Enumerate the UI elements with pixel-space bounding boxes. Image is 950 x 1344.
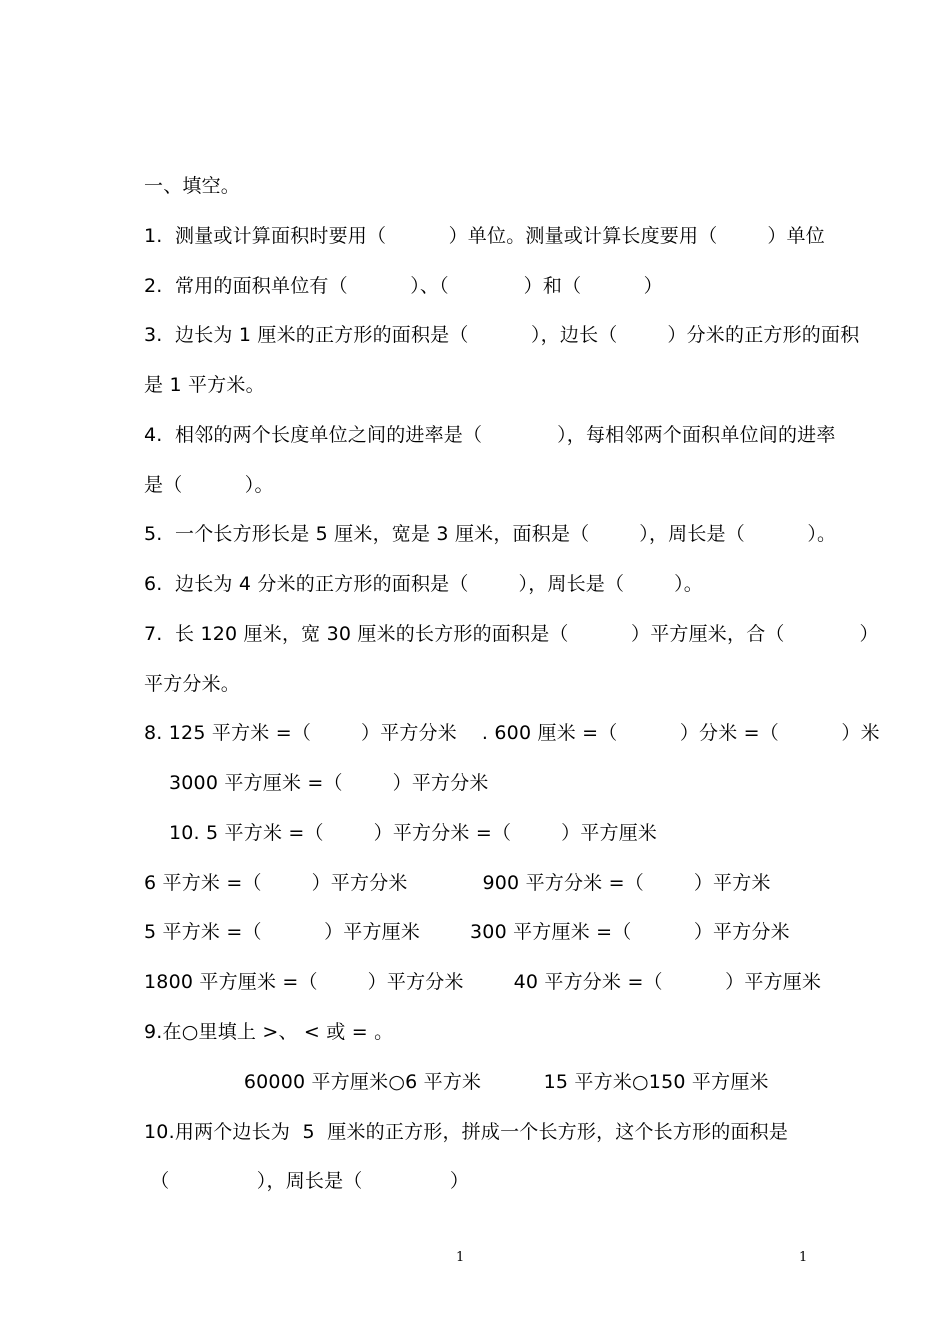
question-line: 1800 平方厘米 =（ ）平方分米 40 平方分米 =（ ）平方厘米: [144, 971, 822, 993]
question-line: 6 平方米 =（ ）平方分米 900 平方分米 =（ ）平方米: [144, 872, 771, 894]
question-line: 是 1 平方米。: [144, 374, 265, 396]
question-line: 7. 长 120 厘米，宽 30 厘米的长方形的面积是（ ）平方厘米，合（ ）: [144, 623, 879, 645]
page-number-right: 1: [799, 1250, 808, 1265]
question-line: 60000 平方厘米○6 平方米 15 平方米○150 平方厘米: [144, 1071, 769, 1093]
question-line: （ ），周长是（ ）: [144, 1170, 470, 1192]
question-line: 10. 5 平方米 =（ ）平方分米 =（ ）平方厘米: [144, 822, 658, 844]
question-line: 5 平方米 =（ ）平方厘米 300 平方厘米 =（ ）平方分米: [144, 921, 790, 943]
question-line: 3000 平方厘米 =（ ）平方分米: [144, 772, 489, 794]
question-line: 5. 一个长方形长是 5 厘米，宽是 3 厘米，面积是（ ），周长是（ ）。: [144, 523, 837, 545]
question-line: 是（ ）。: [144, 474, 274, 496]
question-line: 平方分米。: [144, 673, 241, 695]
question-line: 6. 边长为 4 分米的正方形的面积是（ ），周长是（ ）。: [144, 573, 704, 595]
question-line: 4. 相邻的两个长度单位之间的进率是（ ），每相邻两个面积单位间的进率: [144, 424, 836, 446]
question-line: 10.用两个边长为 5 厘米的正方形，拼成一个长方形，这个长方形的面积是: [144, 1121, 789, 1143]
question-line: 3. 边长为 1 厘米的正方形的面积是（ ），边长（ ）分米的正方形的面积: [144, 324, 860, 346]
question-line: 9.在○里填上 >、 < 或 = 。: [144, 1021, 394, 1043]
page-number-center: 1: [456, 1250, 465, 1265]
question-line: 2. 常用的面积单位有（ ）、（ ）和（ ）: [144, 275, 663, 297]
section-title: 一、填空。: [144, 175, 241, 197]
question-line: 1. 测量或计算面积时要用（ ）单位。测量或计算长度要用（ ）单位: [144, 225, 825, 247]
question-line: 8. 125 平方米 =（ ）平方分米 . 600 厘米 =（ ）分米 =（ ）米: [144, 722, 880, 744]
